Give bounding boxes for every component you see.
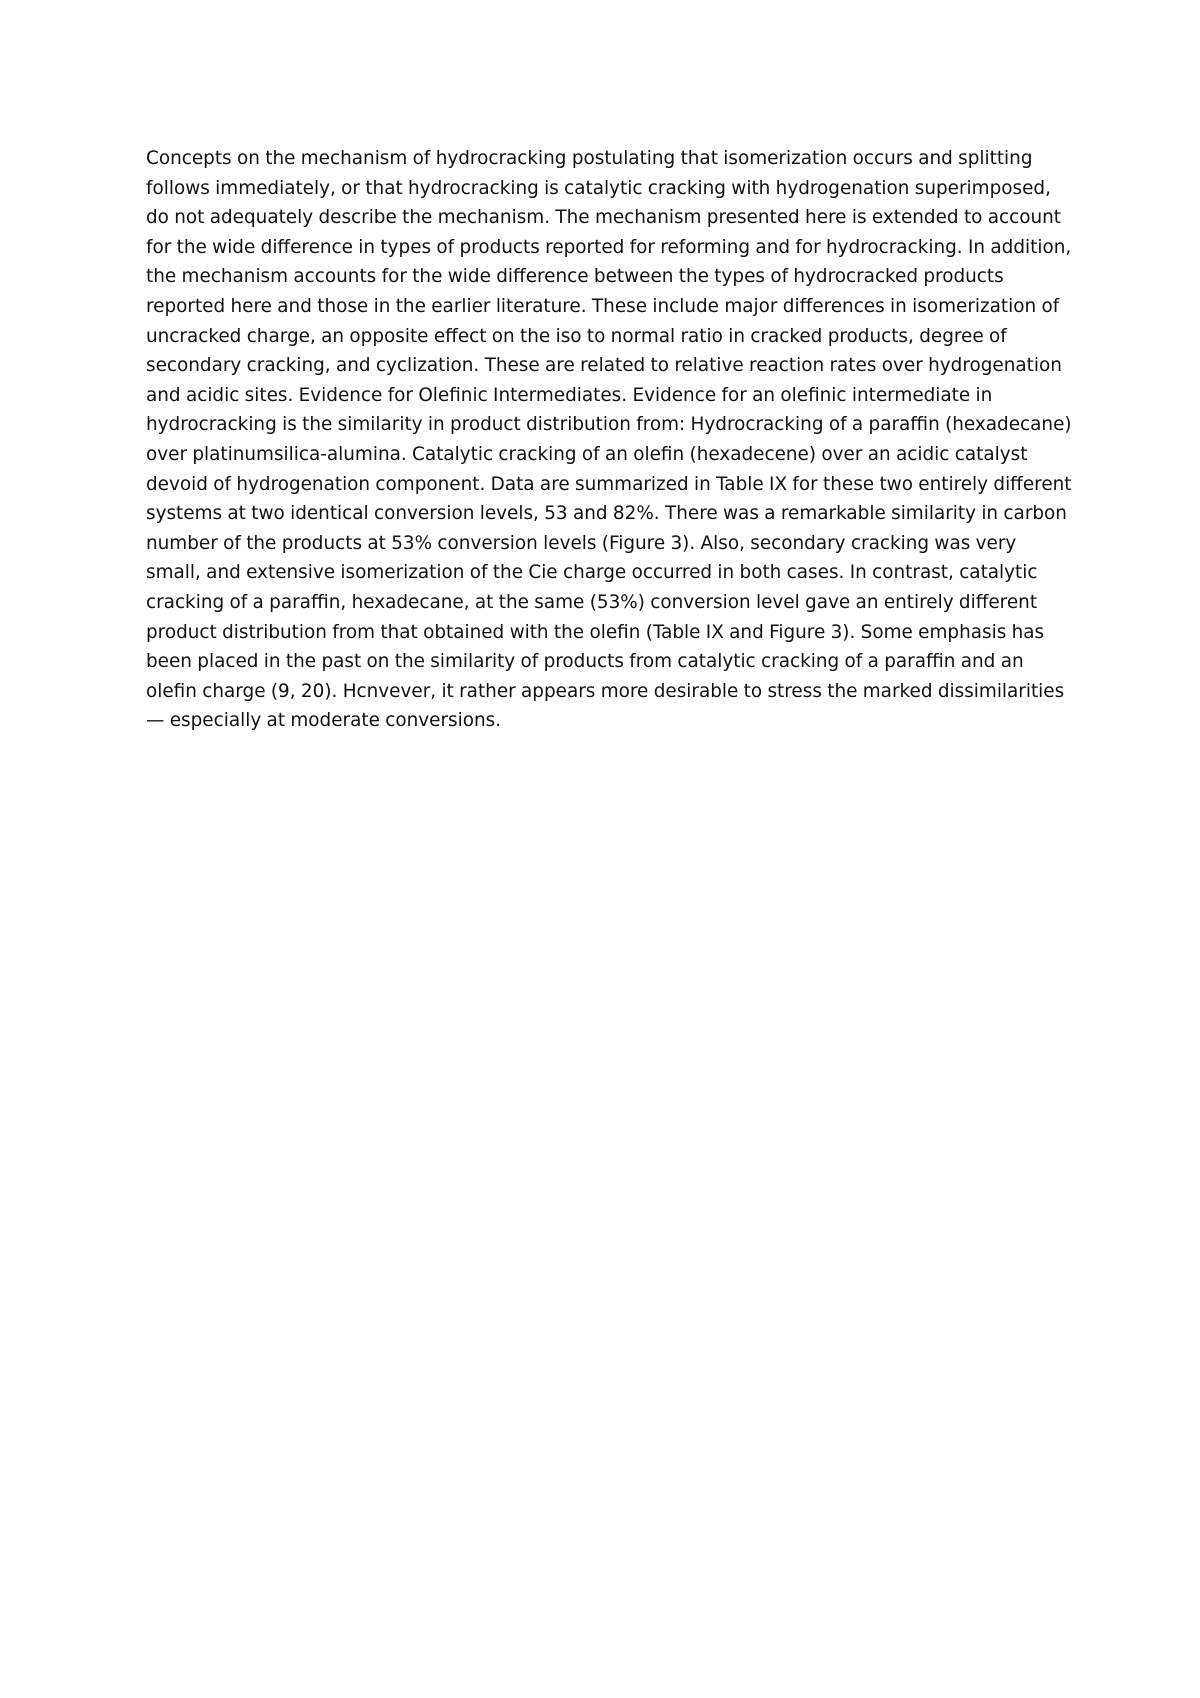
body-paragraph: Concepts on the mechanism of hydrocracking postulating that isomerization occurs and splitting follows immediately, or that hydrocracking is catalytic cracking with hydrogenation superimposed, do not adequately describe the mechanism. The mechanism presented here is extended to account for the wide difference in types of products reported for reforming and for hydrocracking. In addition, the mechanism accounts for the wide difference between the types of hydrocracked products reported here and those in the earlier literature. These include major differences in isomerization of uncracked charge, an opposite effect on the iso to normal ratio in cracked products, degree of secondary cracking, and cyclization. These are related to relative reaction rates over hydrogenation and acidic sites. Evidence for Olefinic Intermediates. Evidence for an olefinic intermediate in hydrocracking is the similarity in product distribution from: Hydrocracking of a paraffin (hexadecane) over platinumsilica-alumina. Catalytic cracking of an olefin (hexadecene) over an acidic catalyst devoid of hydrogenation component. Data are summarized in Table IX for these two entirely different systems at two identical conversion levels, 53 and 82%. There was a remarkable similarity in carbon number of the products at 53% conversion levels (Figure 3). Also, secondary cracking was very small, and extensive isomerization of the Cie charge occurred in both cases. In contrast, catalytic cracking of a paraffin, hexadecane, at the same (53%) conversion level gave an entirely different product distribution from that obtained with the olefin (Table IX and Figure 3). Some emphasis has been placed in the past on the similarity of products from catalytic cracking of a paraffin and an olefin charge (9, 20). Hcnvever, it rather appears more desirable to stress the marked dissimilarities— especially at moderate conversions. bbox=[146, 148, 1072, 732]
